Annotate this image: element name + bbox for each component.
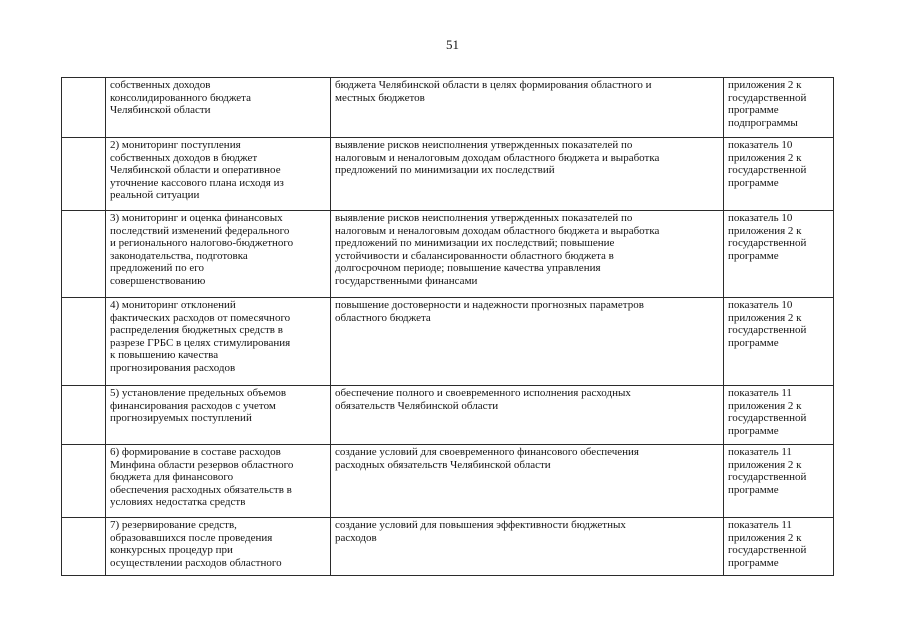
table-row	[62, 518, 834, 576]
activity-text: собственных доходов консолидированного бюджета Челябинской области	[110, 79, 251, 116]
result-text: создание условий для своевременного финансового обеспечения расходных обязательств Челябинской области	[335, 446, 639, 471]
blank-cell	[62, 78, 106, 138]
table-row	[62, 211, 834, 298]
activity-text: 4) мониторинг отклонений фактических расходов от помесячного распределения бюджетных средств в разрезе ГРБС в целях стимулирования к повышению качества прогнозирования расходов	[110, 299, 291, 374]
result-text: выявление рисков неисполнения утвержденных показателей по налоговым и неналоговым доходам областного бюджета и выработка предложений по минимизации их последствий; повышение устойчивости и сбалансированности областного бюджета в долгосрочном периоде; повышение качества управления государственными финансами	[335, 212, 660, 287]
result-cell	[331, 78, 724, 138]
blank-cell	[62, 518, 106, 576]
activity-cell	[106, 445, 331, 518]
table-row	[62, 138, 834, 211]
activity-text: 2) мониторинг поступления собственных доходов в бюджет Челябинской области и оперативное уточнение кассового плана исходя из реальной ситуации	[110, 139, 284, 201]
page-number: 51	[446, 37, 459, 52]
indicator-text: показатель 10 приложения 2 к государственной программе	[728, 139, 807, 189]
indicator-cell	[724, 518, 834, 576]
result-cell	[331, 298, 724, 386]
indicator-text: показатель 11 приложения 2 к государственной программе	[728, 519, 807, 569]
indicator-cell	[724, 78, 834, 138]
indicator-text: показатель 10 приложения 2 к государственной программе	[728, 212, 807, 262]
activity-cell	[106, 138, 331, 211]
activity-text: 5) установление предельных объемов финансирования расходов с учетом прогнозируемых поступлений	[110, 387, 287, 424]
indicator-text: показатель 11 приложения 2 к государственной программе	[728, 387, 807, 437]
blank-cell	[62, 386, 106, 445]
result-cell	[331, 518, 724, 576]
blank-cell	[62, 298, 106, 386]
activity-cell	[106, 518, 331, 576]
indicator-cell	[724, 298, 834, 386]
result-cell	[331, 386, 724, 445]
indicator-text: показатель 10 приложения 2 к государственной программе	[728, 299, 807, 349]
blank-cell	[62, 445, 106, 518]
result-text: обеспечение полного и своевременного исполнения расходных обязательств Челябинской области	[335, 387, 631, 412]
activity-text: 7) резервирование средств, образовавшихся после проведения конкурсных процедур при осуществлении расходов областного	[110, 519, 282, 569]
blank-cell	[62, 211, 106, 298]
activity-cell	[106, 298, 331, 386]
indicator-cell	[724, 211, 834, 298]
activity-cell	[106, 386, 331, 445]
result-cell	[331, 445, 724, 518]
indicator-text: показатель 11 приложения 2 к государственной программе	[728, 446, 807, 496]
indicator-cell	[724, 138, 834, 211]
result-cell	[331, 138, 724, 211]
result-text: создание условий для повышения эффективности бюджетных расходов	[335, 519, 626, 544]
table-row	[62, 298, 834, 386]
activity-text: 6) формирование в составе расходов Минфина области резервов областного бюджета для финансового обеспечения расходных обязательств в условиях недостатка средств	[110, 446, 294, 508]
indicator-text: приложения 2 к государственной программе подпрограммы	[728, 79, 807, 129]
result-text: выявление рисков неисполнения утвержденных показателей по налоговым и неналоговым доходам областного бюджета и выработка предложений по минимизации их последствий	[335, 139, 660, 176]
blank-cell	[62, 138, 106, 211]
table-row	[62, 445, 834, 518]
measures-table	[61, 77, 834, 576]
activity-cell	[106, 211, 331, 298]
table-row	[62, 78, 834, 138]
activity-cell	[106, 78, 331, 138]
table-row	[62, 386, 834, 445]
indicator-cell	[724, 445, 834, 518]
result-cell	[331, 211, 724, 298]
indicator-cell	[724, 386, 834, 445]
result-text: повышение достоверности и надежности прогнозных параметров областного бюджета	[335, 299, 644, 324]
result-text: бюджета Челябинской области в целях формирования областного и местных бюджетов	[335, 79, 652, 104]
activity-text: 3) мониторинг и оценка финансовых последствий изменений федерального и регионального налогово-бюджетного законодательства, подготовка предложений по его совершенствованию	[110, 212, 294, 287]
